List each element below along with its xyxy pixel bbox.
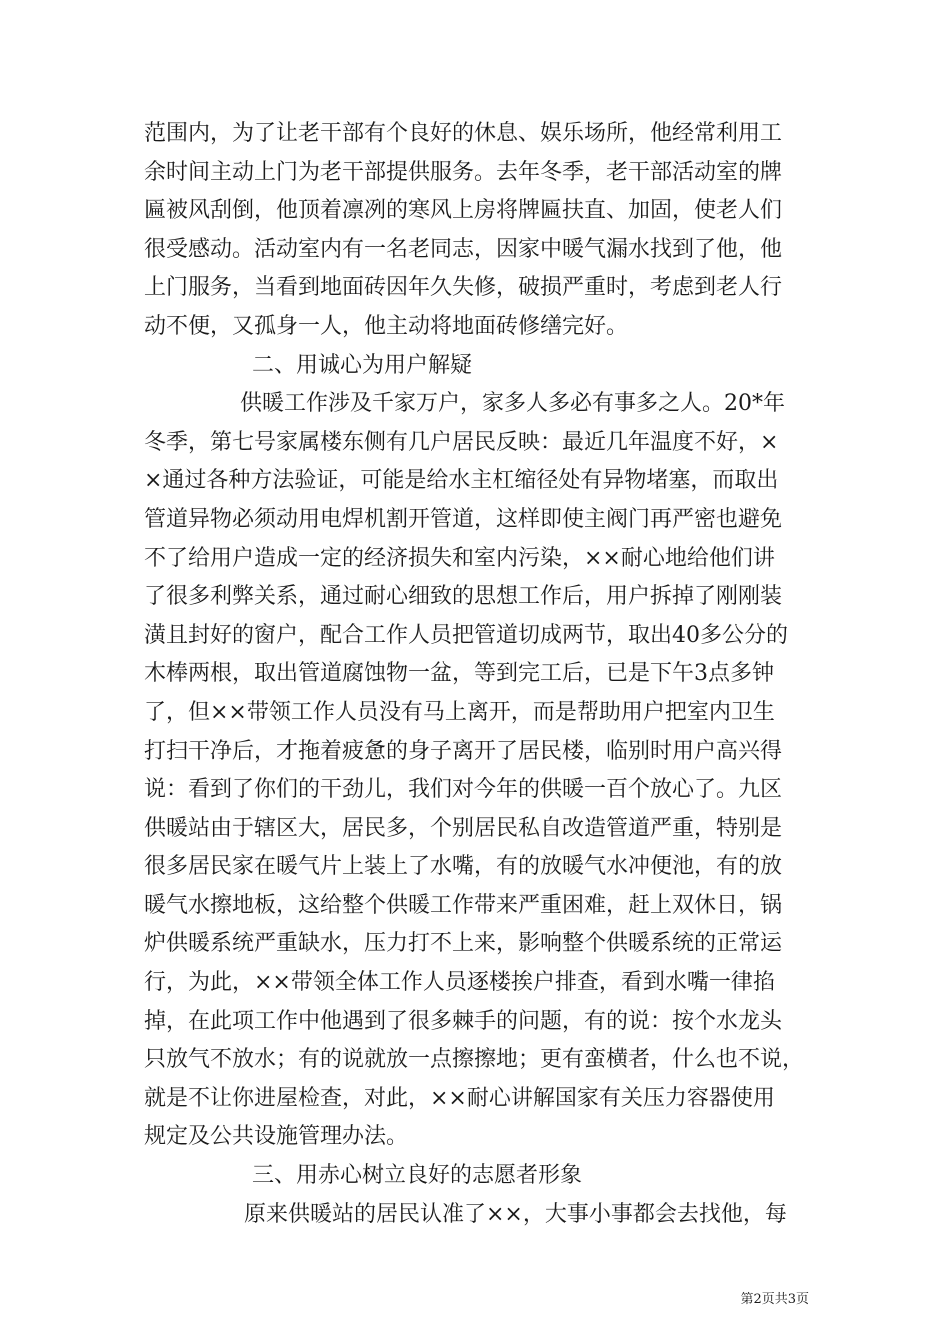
text-line: 规定及公共设施管理办法。 xyxy=(144,1124,409,1150)
text-line: 匾被风刮倒，他顶着凛冽的寒风上房将牌匾扶直、加固，使老人们 xyxy=(144,198,783,224)
text-line: 就是不让你进屋检查，对此，××耐心讲解国家有关压力容器使用 xyxy=(144,1085,775,1111)
section-heading: 二、用诚心为用户解疑 xyxy=(252,352,473,378)
section-heading: 三、用赤心树立良好的志愿者形象 xyxy=(252,1163,583,1189)
text-line: 木棒两根，取出管道腐蚀物一盆，等到完工后，已是下午3点多钟 xyxy=(144,661,774,687)
text-line: 不了给用户造成一定的经济损失和室内污染，××耐心地给他们讲 xyxy=(144,545,775,571)
body-text xyxy=(144,115,809,1234)
text-line: 范围内，为了让老干部有个良好的休息、娱乐场所，他经常利用工 xyxy=(144,121,783,146)
text-line: 供暖站由于辖区大，居民多，个别居民私自改造管道严重，特别是 xyxy=(144,815,783,841)
text-line: 炉供暖系统严重缺水，压力打不上来，影响整个供暖系统的正常运 xyxy=(144,931,783,957)
text-line: 原来供暖站的居民认准了××，大事小事都会去找他，每 xyxy=(244,1201,787,1227)
text-line: 很受感动。活动室内有一名老同志，因家中暖气漏水找到了他，他 xyxy=(144,236,783,262)
text-line: 很多居民家在暖气片上装上了水嘴，有的放暖气水冲便池，有的放 xyxy=(144,854,783,880)
text-line: 暖气水擦地板，这给整个供暖工作带来严重困难，赶上双休日，锅 xyxy=(144,892,783,918)
text-line: 了很多利弊关系，通过耐心细致的思想工作后，用户拆掉了刚刚装 xyxy=(144,584,783,610)
text-line: 潢且封好的窗户，配合工作人员把管道切成两节，取出40多公分的 xyxy=(144,622,788,648)
text-line: 冬季，第七号家属楼东侧有几户居民反映：最近几年温度不好，× xyxy=(144,429,779,455)
text-line: 余时间主动上门为老干部提供服务。去年冬季，老干部活动室的牌 xyxy=(144,159,783,185)
text-line: 行，为此，××带领全体工作人员逐楼挨户排查，看到水嘴一律掐 xyxy=(144,970,775,996)
text-line: 说：看到了你们的干劲儿，我们对今年的供暖一百个放心了。九区 xyxy=(144,777,783,803)
text-line: ×通过各种方法验证，可能是给水主杠缩径处有异物堵塞，而取出 xyxy=(144,468,779,494)
text-line: 了，但××带领工作人员没有马上离开，而是帮助用户把室内卫生 xyxy=(144,699,775,725)
text-line: 管道异物必须动用电焊机割开管道，这样即使主阀门再严密也避免 xyxy=(144,506,783,532)
text-line: 上门服务，当看到地面砖因年久失修，破损严重时，考虑到老人行 xyxy=(144,275,783,301)
text-line: 只放气不放水；有的说就放一点擦擦地；更有蛮横者，什么也不说， xyxy=(144,1047,805,1073)
text-line: 供暖工作涉及千家万户，家多人多必有事多之人。20*年 xyxy=(240,391,785,417)
page-footer: 第2页共3页 xyxy=(740,1292,809,1307)
text-line: 掉，在此项工作中他遇到了很多棘手的问题，有的说：按个水龙头 xyxy=(144,1008,783,1034)
text-line: 动不便，又孤身一人，他主动将地面砖修缮完好。 xyxy=(144,313,629,339)
text-line: 打扫干净后，才拖着疲惫的身子离开了居民楼，临别时用户高兴得 xyxy=(144,738,783,764)
